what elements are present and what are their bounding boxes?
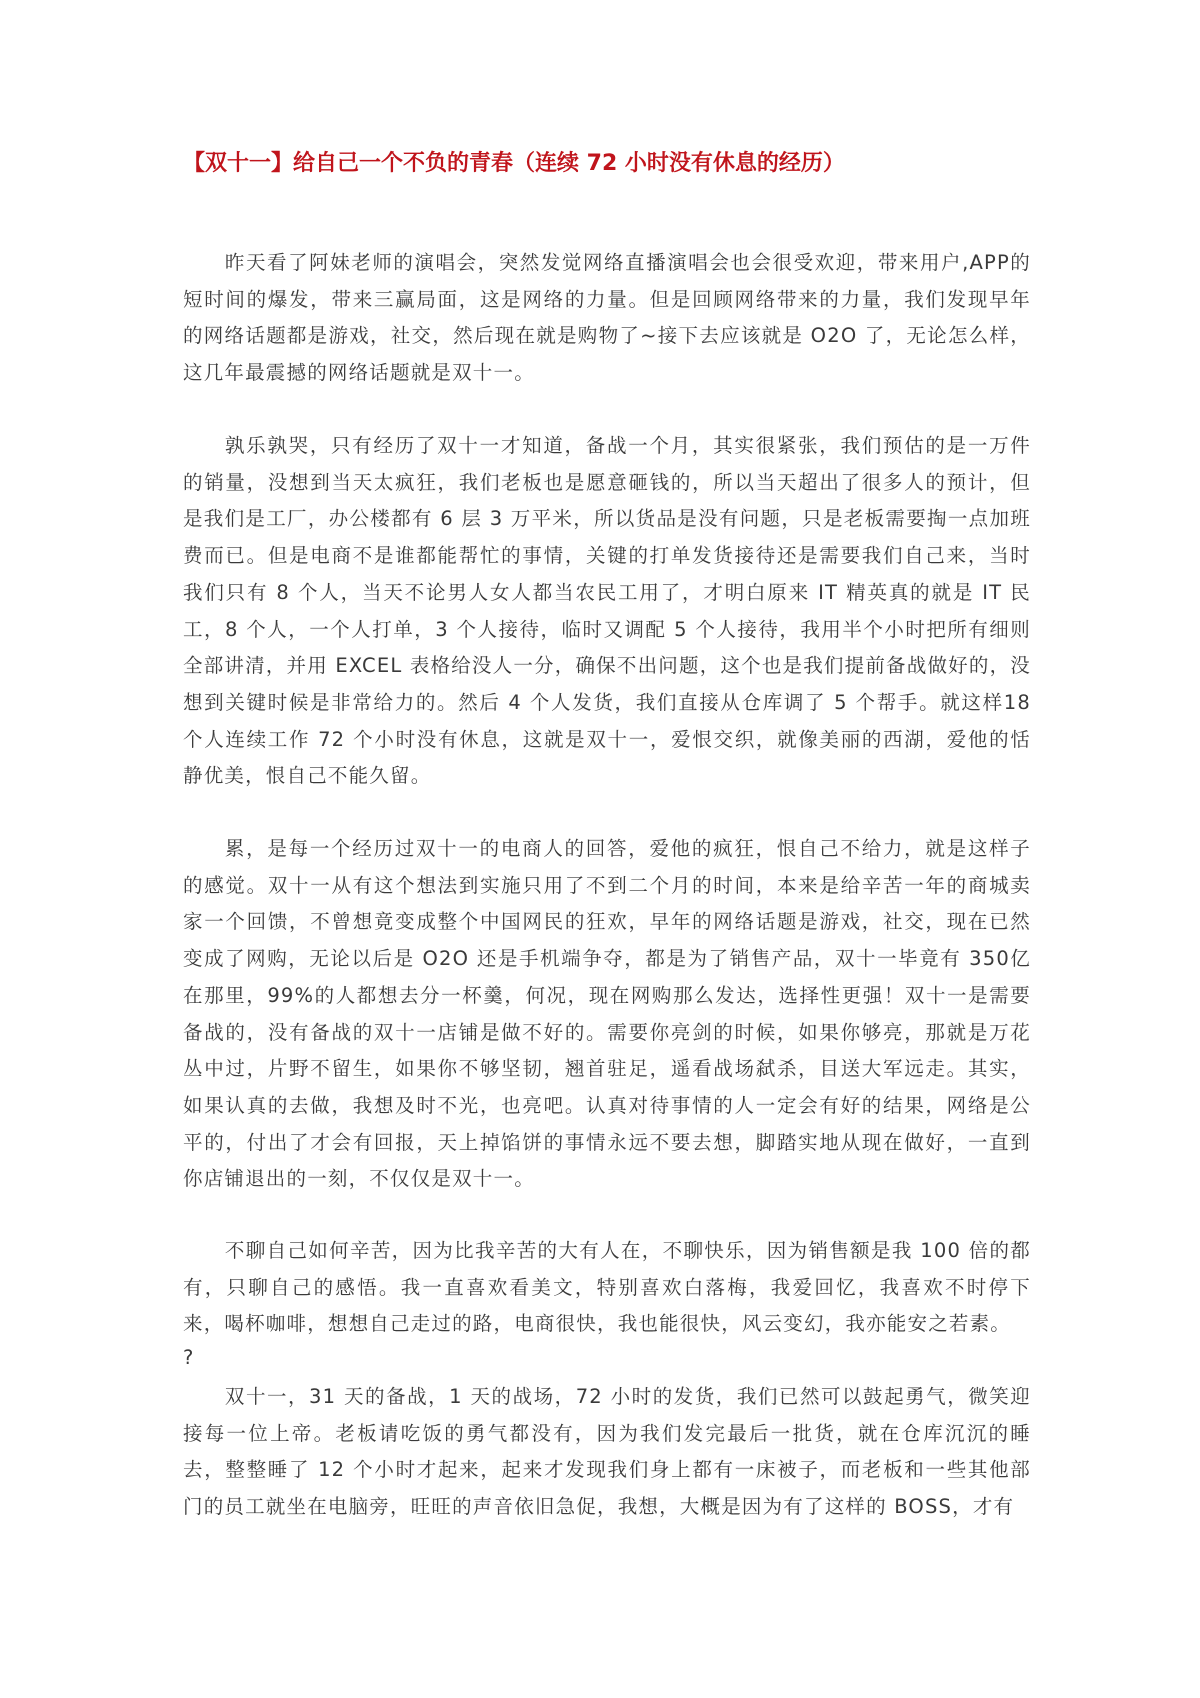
paragraph-1: 昨天看了阿妹老师的演唱会，突然发觉网络直播演唱会也会很受欢迎，带来用户,APP的短时间的爆发，带来三赢局面，这是网络的力量。但是回顾网络带来的力量，我们发现早年的网络话题都是游戏，社交，然后现在就是购物了~接下去应该就是 O2O 了，无论怎么样，这几年最震撼的网络话题就是双十一。 bbox=[183, 251, 1031, 385]
paragraph-2: 孰乐孰哭，只有经历了双十一才知道，备战一个月，其实很紧张，我们预估的是一万件的销量，没想到当天太疯狂，我们老板也是愿意砸钱的，所以当天超出了很多人的预计，但是我们是工厂，办公楼都有 6 层 3 万平米，所以货品是没有问题，只是老板需要掏一点加班费而已。但是电商不是谁都能帮忙的事情，关键的打单发货接待还是需要我们自己来，当时我们只有 8 个人，当天不论男人女人都当农民工用了，才明白原来 IT 精英真的就是 IT 民工，8 个人，一个人打单，3 个人接待，临时又调配 5 个人接待，我用半个小时把所有细则全部讲清，并用 EXCEL 表格给没人一分，确保不出问题，这个也是我们提前备战做好的，没想到关键时候是非常给力的。然后 4 个人发货，我们直接从仓库调了 5 个帮手。就这样18 个人连续工作 72 个小时没有休息，这就是双十一，爱恨交织，就像美丽的西湖，爱他的恬静优美，恨自己不能久留。 bbox=[183, 434, 1031, 788]
paragraph-3: 累，是每一个经历过双十一的电商人的回答，爱他的疯狂，恨自己不给力，就是这样子的感觉。双十一从有这个想法到实施只用了不到二个月的时间，本来是给辛苦一年的商城卖家一个回馈，不曾想竟变成整个中国网民的狂欢，早年的网络话题是游戏，社交，现在已然变成了网购，无论以后是 O2O 还是手机端争夺，都是为了销售产品，双十一毕竟有 350亿在那里，99%的人都想去分一杯羹，何况，现在网购那么发达，选择性更强！双十一是需要备战的，没有备战的双十一店铺是做不好的。需要你亮剑的时候，如果你够亮，那就是万花丛中过，片野不留生，如果你不够坚韧，翘首驻足，遥看战场弑杀，目送大军远走。其实，如果认真的去做，我想及时不光，也亮吧。认真对待事情的人一定会有好的结果，网络是公平的，付出了才会有回报，天上掉馅饼的事情永远不要去想，脚踏实地从现在做好，一直到你店铺退出的一刻，不仅仅是双十一。 bbox=[183, 837, 1031, 1191]
paragraph-5: 双十一，31 天的备战，1 天的战场，72 小时的发货，我们已然可以鼓起勇气，微笑迎接每一位上帝。老板请吃饭的勇气都没有，因为我们发完最后一批货，就在仓库沉沉的睡去，整整睡了 12 个小时才起来，起来才发现我们身上都有一床被子，而老板和一些其他部门的员工就坐在电脑旁，旺旺的声音依旧急促，我想，大概是因为有了这样的 BOSS，才有 bbox=[183, 1385, 1031, 1519]
document-title: 【双十一】给自己一个不负的青春（连续 72 小时没有休息的经历） bbox=[183, 151, 845, 176]
paragraph-4: 不聊自己如何辛苦，因为比我辛苦的大有人在，不聊快乐，因为销售额是我 100 倍的都有，只聊自己的感悟。我一直喜欢看美文，特别喜欢白落梅，我爱回忆，我喜欢不时停下来，喝杯咖啡，想想自己走过的路，电商很快，我也能很快，风云变幻，我亦能安之若素。 bbox=[183, 1239, 1031, 1336]
stray-question-mark: ? bbox=[183, 1346, 194, 1369]
